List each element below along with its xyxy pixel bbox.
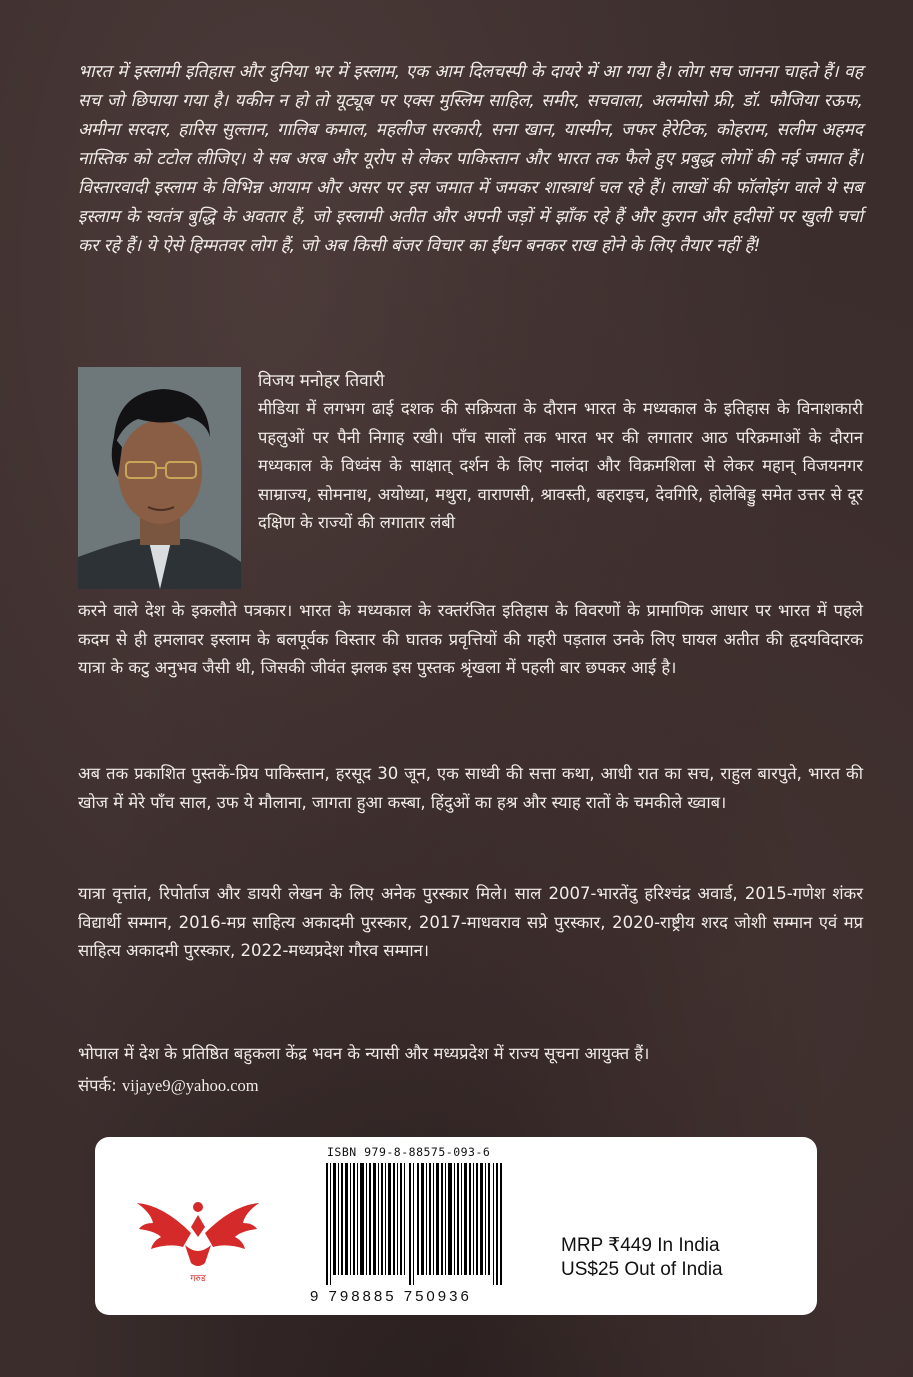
position-paragraph: भोपाल में देश के प्रतिष्ठित बहुकला केंद्र भवन के न्यासी और मध्यप्रदेश में राज्य सूचना आयुक्त हैं।: [78, 1044, 650, 1063]
publisher-logo-text: गरुड: [190, 1274, 206, 1284]
contact-line: [78, 1073, 259, 1096]
barcode-image: [326, 1163, 502, 1285]
price-abroad: US$25 Out of India: [561, 1259, 723, 1280]
awards-paragraph: यात्रा वृत्तांत, रिपोर्ताज और डायरी लेखन के लिए अनेक पुरस्कार मिले। साल 2007-भारतेंदु हरिश्चंद्र अवार्ड, 2015-गणेश शंकर विद्यार्थी सम्मान, 2016-मप्र साहित्य अकादमी पुरस्कार, 2017-माधवराव सप्रे पुरस्कार, 2020-राष्ट्रीय शरद जोशी सम्मान एवं मप्र साहित्य अकादमी पुरस्कार, 2022-मध्यप्रदेश गौरव सम्मान।: [78, 884, 863, 960]
contact-label: संपर्क:: [78, 1076, 117, 1095]
intro-paragraph: भारत में इस्लामी इतिहास और दुनिया भर में इस्लाम, एक आम दिलचस्पी के दायरे में आ गया है। लोग सच जानना चाहते हैं। वह सच जो छिपाया गया है। यकीन न हो तो यूट्यूब पर एक्स मुस्लिम साहिल, समीर, सचवाला, अलमोसो फ्री, डॉ. फौजिया रऊफ, अमीना सरदार, हारिस सुल्तान, गालिब कमाल, महलीज सरकारी, सना खान, यास्मीन, जफर हेरेटिक, कोहराम, सलीम अहमद नास्तिक को टटोल लीजिए। ये सब अरब और यूरोप से लेकर पाकिस्तान और भारत तक फैले हुए प्रबुद्ध लोगों की नई जमात हैं। विस्तारवादी इस्लाम के विभिन्न आयाम और असर पर इस जमात में जमकर शास्त्रार्थ चल रहे हैं। लाखों की फॉलोइंग वाले ये सब इस्लाम के स्वतंत्र बुद्धि के अवतार हैं, जो इस्लामी अतीत और अपनी जड़ों में झाँक रहे हैं और कुरान और हदीसों पर खुली चर्चा कर रहे हैं। ये ऐसे हिम्मतवर लोग हैं, जो अब किसी बंजर विचार का ईंधन बनकर राख होने के लिए तैयार नहीं हैं!: [78, 62, 863, 256]
isbn-label: ISBN 979-8-88575-093-6: [327, 1145, 491, 1159]
author-bio-continued: करने वाले देश के इकलौते पत्रकार। भारत के मध्यकाल के रक्तरंजित इतिहास के विवरणों के प्रामाणिक आधार पर भारत में पहले कदम से ही हमलावर इस्लाम के बलपूर्वक विस्तार की घातक प्रवृत्तियों की गहरी पड़ताल उनके लिए घायल अतीत की हृदयविदारक यात्रा के कटु अनुभव जैसी थी, जिसकी जीवंत झलक इस पुस्तक श्रृंखला में पहली बार छपकर आई है।: [78, 601, 863, 677]
published-books: अब तक प्रकाशित पुस्तकें-प्रिय पाकिस्तान, हरसूद 30 जून, एक साध्वी की सत्ता कथा, आधी रात का सच, राहुल बारपुते, भारत की खोज में मेरे पाँच साल, उफ ये मौलाना, जागता हुआ कस्बा, हिंदुओं का हश्र और स्याह रातों के चमकीले ख्वाब।: [78, 764, 863, 812]
barcode-number: 9 798885 750936: [310, 1288, 472, 1305]
price-block: [561, 1234, 723, 1282]
author-photo: [78, 367, 241, 589]
barcode-panel: [95, 1137, 817, 1315]
price-india: MRP ₹449 In India: [561, 1235, 720, 1256]
publisher-logo: [133, 1185, 263, 1285]
contact-email: vijaye9@yahoo.com: [122, 1076, 259, 1095]
author-name: विजय मनोहर तिवारी: [258, 371, 385, 391]
author-bio-top: मीडिया में लगभग ढाई दशक की सक्रियता के दौरान भारत के मध्यकाल के इतिहास के विनाशकारी पहलुओं पर पैनी निगाह रखी। पाँच सालों तक भारत भर की लगातार आठ परिक्रमाओं के दौरान मध्यकाल के विध्वंस के साक्षात् दर्शन के लिए नालंदा और विक्रमशिला से लेकर महान् विजयनगर साम्राज्य, सोमनाथ, अयोध्या, मथुरा, वाराणसी, श्रावस्ती, बहराइच, देवगिरि, होलेबिड्डु समेत उत्तर से दूर दक्षिण के राज्यों की लगातार लंबी: [258, 399, 863, 532]
